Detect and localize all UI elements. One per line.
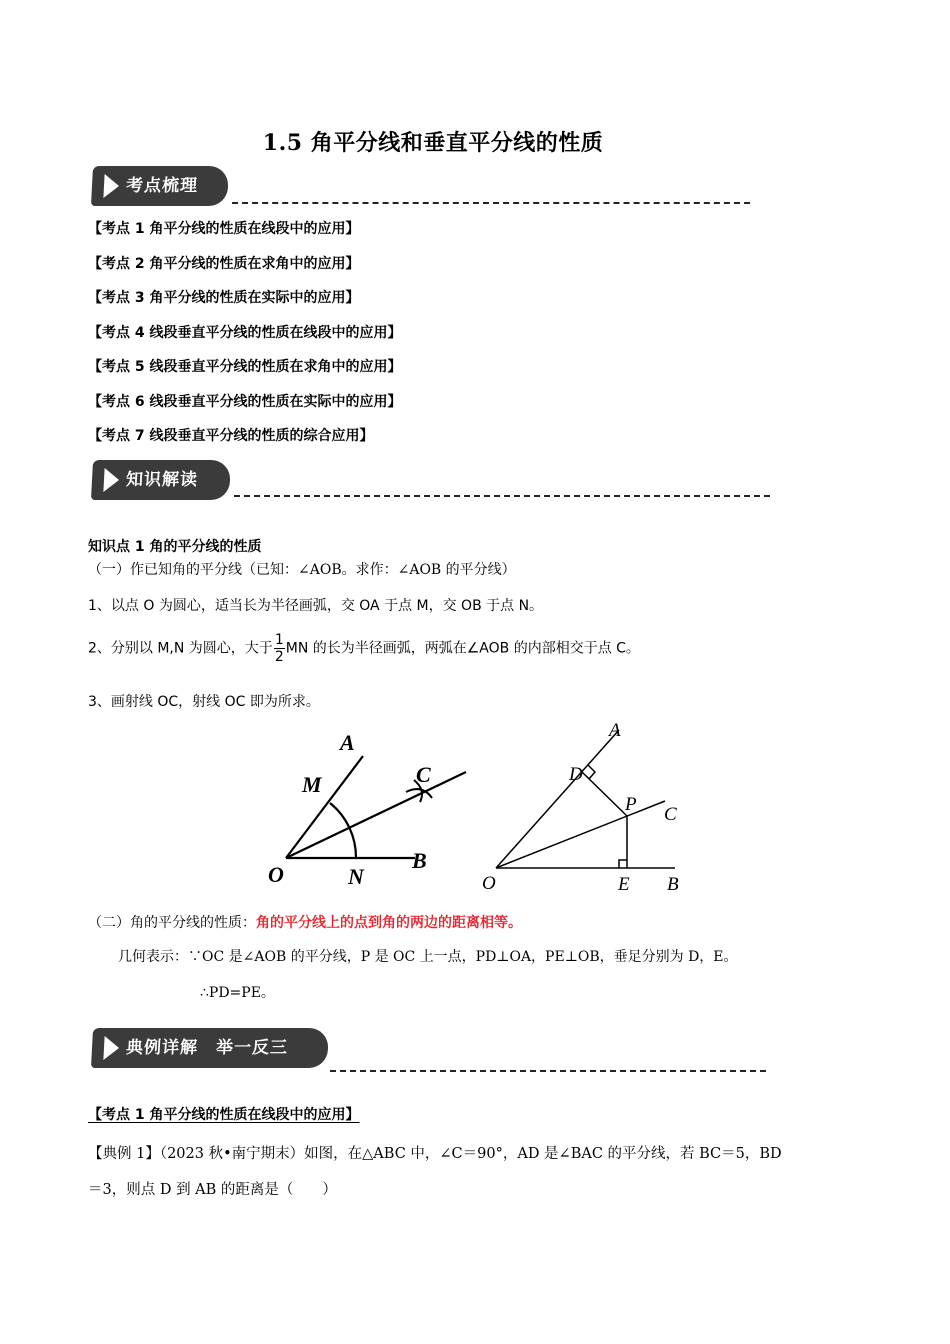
angle-bisector-construction-figure <box>260 722 480 892</box>
divider-dashed <box>234 495 770 497</box>
label-c: C <box>416 762 431 787</box>
example-line-2: ＝3，则点 D 到 AB 的距离是（ ） <box>88 1182 337 1198</box>
conclusion: ∴PD=PE。 <box>200 985 275 1001</box>
property-label: （二）角的平分线的性质： <box>88 915 256 931</box>
label-n: N <box>348 864 364 889</box>
topic-item: 【考点 4 线段垂直平分线的性质在线段中的应用】 <box>88 325 402 341</box>
play-triangle-icon <box>103 174 119 198</box>
topic-item: 【考点 6 线段垂直平分线的性质在实际中的应用】 <box>88 394 402 410</box>
ray-oc <box>496 801 665 868</box>
label-o: O <box>482 873 496 894</box>
ray-oa <box>496 730 619 868</box>
label-m: M <box>302 772 322 797</box>
property-statement: 角的平分线上的点到角的两边的距离相等。 <box>256 915 522 931</box>
divider-dashed <box>330 1070 766 1072</box>
ray-oa <box>286 756 363 858</box>
banner-label: 考点梳理 <box>125 176 199 196</box>
step-2 <box>88 632 640 665</box>
label-b: B <box>667 874 679 895</box>
banner-label: 典例详解 举一反三 <box>125 1038 289 1058</box>
play-triangle-icon <box>103 1036 119 1060</box>
geometric-expression: 几何表示：∵OC 是∠AOB 的平分线，P 是 OC 上一点，PD⊥OA，PE⊥OB，垂足分别为 D，E。 <box>118 949 738 965</box>
label-p: P <box>625 794 637 815</box>
step-1: 1、以点 O 为圆心，适当长为半径画弧，交 OA 于点 M，交 OB 于点 N。 <box>88 598 544 614</box>
example-topic: 【考点 1 角平分线的性质在线段中的应用】 <box>88 1107 360 1123</box>
points-review-banner <box>91 166 229 206</box>
right-angle-mark-d <box>588 765 595 779</box>
example-line-1: 【典例 1】（2023 秋•南宁期末）如图，在△ABC 中，∠C＝90°，AD 是∠BAC 的平分线，若 BC＝5，BD <box>88 1146 782 1162</box>
fraction-numerator: 1 <box>274 632 284 648</box>
topic-item: 【考点 7 线段垂直平分线的性质的综合应用】 <box>88 428 374 444</box>
topic-item: 【考点 2 角平分线的性质在求角中的应用】 <box>88 256 360 272</box>
label-c: C <box>664 804 677 825</box>
page-title: 1.5 角平分线和垂直平分线的性质 <box>262 130 604 156</box>
play-triangle-icon <box>103 468 119 492</box>
banner-label: 知识解读 <box>125 470 199 490</box>
construction-subheading: （一）作已知角的平分线（已知：∠AOB。求作：∠AOB 的平分线） <box>88 562 516 578</box>
property-line <box>88 912 522 932</box>
label-a: A <box>609 720 621 741</box>
label-a: A <box>340 730 355 755</box>
examples-banner <box>91 1028 329 1068</box>
topic-item: 【考点 1 角平分线的性质在线段中的应用】 <box>88 221 360 237</box>
label-b: B <box>412 848 427 873</box>
fraction-denominator: 2 <box>274 649 284 665</box>
right-angle-mark-e <box>619 860 627 868</box>
label-e: E <box>618 874 630 895</box>
topic-item: 【考点 5 线段垂直平分线的性质在求角中的应用】 <box>88 359 402 375</box>
fraction-one-half <box>274 632 285 665</box>
step-2-prefix: 2、分别以 M,N 为圆心，大于 <box>88 640 273 657</box>
step-2-suffix: MN 的长为半径画弧，两弧在∠AOB 的内部相交于点 C。 <box>285 640 640 657</box>
knowledge-banner <box>91 460 231 500</box>
divider-dashed <box>232 202 750 204</box>
topic-item: 【考点 3 角平分线的性质在实际中的应用】 <box>88 290 360 306</box>
label-o: O <box>268 862 284 887</box>
bisector-property-figure <box>475 714 705 896</box>
knowledge-heading: 知识点 1 角的平分线的性质 <box>88 539 262 555</box>
step-3: 3、画射线 OC，射线 OC 即为所求。 <box>88 694 320 710</box>
label-d: D <box>569 764 583 785</box>
